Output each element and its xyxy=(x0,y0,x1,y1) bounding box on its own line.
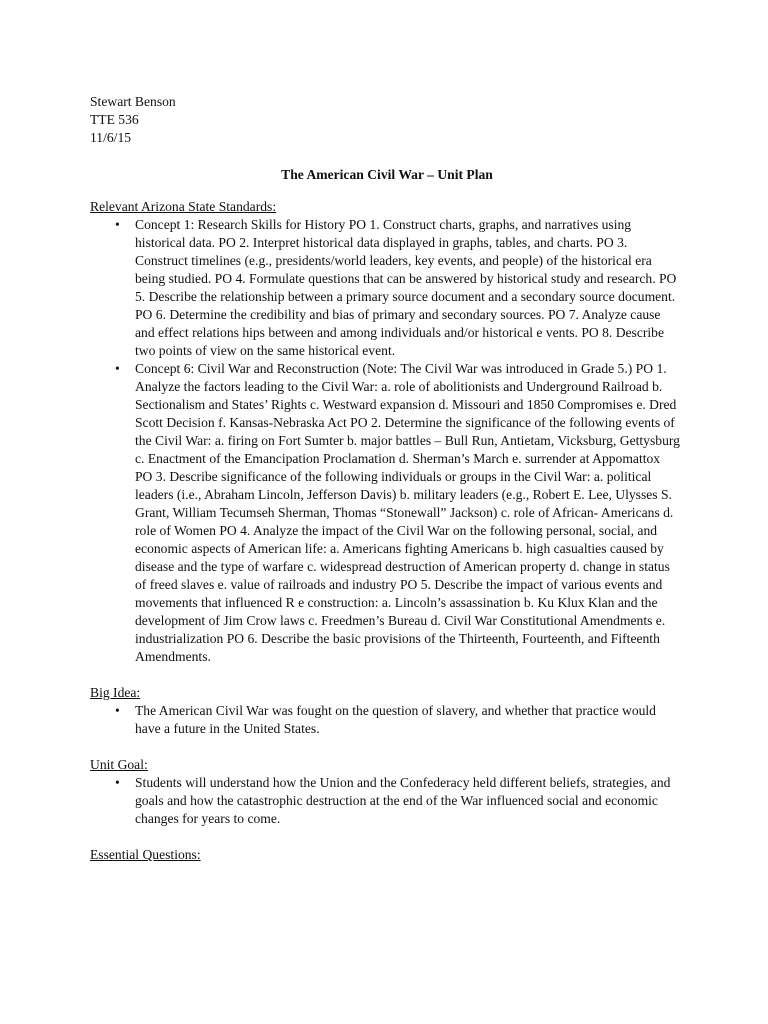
unit-goal-list xyxy=(90,774,680,828)
bullet-icon: • xyxy=(115,703,120,718)
essential-questions-section xyxy=(90,846,680,864)
bullet-icon: • xyxy=(115,361,120,376)
standards-heading: Relevant Arizona State Standards: xyxy=(90,199,277,214)
unit-goal-section xyxy=(90,756,680,828)
standard-concept-1: Concept 1: Research Skills for History PO 1. Construct charts, graphs, and narratives using historical data. PO 2. Interpret historical data displayed in graphs, tables, and charts. PO 3. Construct timelines (e.g., presidents/world leaders, key events, and people) of the historical era being studied. PO 4. Formulate questions that can be answered by historical study and research. PO 5. Describe the relationship between a primary source document and a secondary source document. PO 6. Determine the credibility and bias of primary and secondary sources. PO 7. Analyze cause and effect relations hips between and among individuals and/or historical e vents. PO 8. Describe two points of view on the same historical event. xyxy=(135,217,677,358)
list-item xyxy=(90,702,680,738)
big-idea-list xyxy=(90,702,680,738)
document-title: The American Civil War – Unit Plan xyxy=(281,167,493,182)
document-page xyxy=(90,93,680,882)
unit-goal-heading: Unit Goal: xyxy=(90,757,148,772)
unit-goal-text: Students will understand how the Union and the Confederacy held different beliefs, strategies, and goals and how the catastrophic destruction at the end of the War influenced social and economic changes for years to come. xyxy=(135,775,671,826)
essential-questions-heading: Essential Questions: xyxy=(90,847,201,862)
big-idea-heading: Big Idea: xyxy=(90,685,141,700)
list-item xyxy=(90,774,680,828)
bullet-icon: • xyxy=(115,217,120,232)
author-name: Stewart Benson xyxy=(90,94,176,109)
document-header xyxy=(90,93,680,147)
course-code: TTE 536 xyxy=(90,112,139,127)
bullet-icon: • xyxy=(115,775,120,790)
list-item xyxy=(90,360,680,666)
standards-list xyxy=(90,216,680,666)
document-date: 11/6/15 xyxy=(90,130,132,145)
list-item xyxy=(90,216,680,360)
big-idea-section xyxy=(90,684,680,738)
standard-concept-6: Concept 6: Civil War and Reconstruction (Note: The Civil War was introduced in Grade 5.) PO 1. Analyze the factors leading to the Civil War: a. role of abolitionists and Underground Railroad b. Sectionalism and States’ Rights c. Westward expansion d. Missouri and 1850 Compromises e. Dred Scott Decision f. Kansas-Nebraska Act PO 2. Determine the significance of the following events of the Civil War: a. firing on Fort Sumter b. major battles – Bull Run, Antietam, Vicksburg, Gettysburg c. Enactment of the Emancipation Proclamation d. Sherman’s March e. surrender at Appomattox PO 3. Describe significance of the following individuals or groups in the Civil War: a. political leaders (i.e., Abraham Lincoln, Jefferson Davis) b. military leaders (e.g., Robert E. Lee, Ulysses S. Grant, William Tecumseh Sherman, Thomas “Stonewall” Jackson) c. role of African- Americans d. role of Women PO 4. Analyze the impact of the Civil War on the following personal, social, and economic aspects of American life: a. Americans fighting Americans b. high casualties caused by disease and the type of warfare c. widespread destruction of American property d. change in status of freed slaves e. value of railroads and industry PO 5. Describe the impact of various events and movements that influenced R e construction: a. Lincoln’s assassination b. Ku Klux Klan and the development of Jim Crow laws c. Freedmen’s Bureau d. Civil War Constitutional Amendments e. industrialization PO 6. Describe the basic provisions of the Thirteenth, Fourteenth, and Fifteenth Amendments. xyxy=(135,361,680,664)
standards-section xyxy=(90,198,680,666)
big-idea-text: The American Civil War was fought on the question of slavery, and whether that practice would have a future in the United States. xyxy=(135,703,656,736)
